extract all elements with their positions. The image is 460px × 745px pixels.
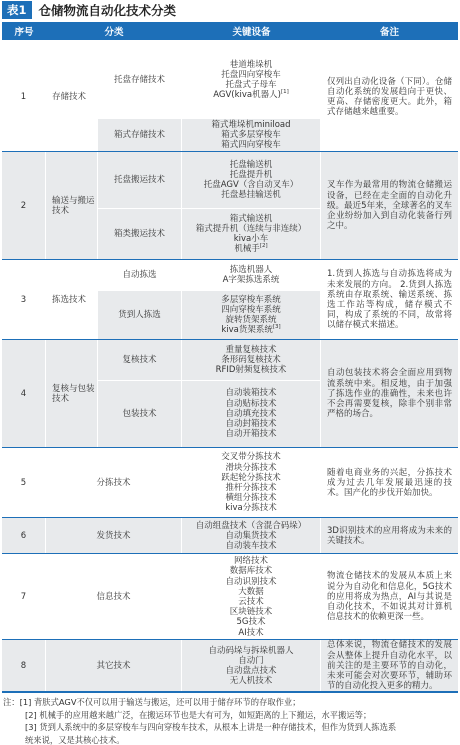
equipment-list [182,42,321,118]
header-no: 序号 [2,22,46,40]
sub-row-divider [98,290,321,291]
table-title: 仓储物流自动化技术分类 [38,3,177,18]
equipment-item: RFID射频复核技术 [215,365,287,376]
row-note: 物流仓储技术的发展从本质上来说分为自动化和信息化，5G技术的应用将成为热点，AI与其说是自动化技术，不如说其对计算机信息技术的依赖更深一些。 [321,554,458,640]
footnotes [3,696,457,745]
equipment-item: 自动盘点技术 [225,666,277,676]
equipment-list [182,152,321,208]
header-category: 分类 [46,22,182,40]
equipment-item: 滑块分拣技术 [225,462,277,473]
subcategory: 包装技术 [98,380,182,448]
row-note: 仅列出自动化设备（下同）。仓储自动化系统的发展趋向于更快、更高、存储密度更大。此外，箱式存储越来越重要。 [321,42,458,152]
footnote-line: 注：[1] 背肤式AGV不仅可以用于输送与搬运，还可以用于储存环节的存取作业； [3,697,301,707]
equipment-list [182,518,321,554]
table-title-bar [0,0,460,20]
equipment-item: 托盘四向穿梭车 [221,69,281,80]
row-note: 随着电商业务的兴起，分拣技术成为过去几年发展最迅速的技术。国产化的步伐开始加快。 [321,448,458,518]
equipment-item: 托盘悬挂输送机 [221,190,281,201]
equipment-item: 无人机技术 [229,676,273,687]
equipment-item: AI技术 [238,627,264,638]
equipment-item: 自动组盘技术（含混合码垛） [195,520,307,531]
equipment-item: 机械手[2] [234,243,268,255]
equipment-list [182,554,321,640]
equipment-item: 拣选机器人 [229,264,273,275]
equipment-item: 托盘输送机 [229,159,273,170]
equipment-item: 自动装车技术 [225,541,277,552]
equipment-item: 自动封箱技术 [225,419,277,430]
row-note: 1.货到人拣选与自动拣选将成为未来发展的方向。 2.货到人拣选系统由存取系统、输送系统、拣选工作站等构成，储存模式不同，构成了系统的不同，故常将以储存模式来描述。 [321,260,458,340]
row-category: 存储技术 [46,42,98,152]
equipment-item: kiva分拣技术 [225,503,277,514]
subcategory: 托盘搬运技术 [98,152,182,208]
row-category: 拣选技术 [46,260,98,340]
row-number: 7 [2,554,46,640]
row-category: 复核与包装技术 [46,340,98,448]
subcategory: 货到人拣选 [98,290,182,340]
row-category: 分拣技术 [46,448,182,518]
equipment-list [182,340,321,380]
classification-table [2,22,458,692]
row-divider [2,691,458,693]
equipment-item: 网络技术 [233,556,268,567]
equipment-item: 自动识别技术 [225,576,277,587]
equipment-item: 跃起轮分拣技术 [221,472,281,483]
footnote-line: [2] 机械手的应用越来越广泛，在搬运环节也是大有可为，如短距离的上下搬运，水平搬运等； [25,709,372,720]
row-category: 信息技术 [46,554,182,640]
footnote-reference: [2] [259,243,268,250]
equipment-list [182,640,321,692]
equipment-item: kiva货架系统[3] [221,324,281,336]
equipment-item: 旋转货架系统 [225,315,277,325]
equipment-item: 多层穿梭车系统 [221,294,281,305]
row-number: 4 [2,340,46,448]
header-note: 备注 [321,22,458,40]
row-number: 3 [2,260,46,340]
equipment-item: 自动装箱技术 [225,388,277,399]
equipment-list [182,208,321,260]
equipment-list [182,448,321,518]
subcategory: 箱式存储技术 [98,118,182,152]
equipment-item: 自动贴标技术 [225,398,277,409]
equipment-item: 自动集货技术 [225,530,277,541]
equipment-item: 箱式堆垛机miniload [211,119,291,130]
equipment-item: 自动门 [238,655,264,666]
sub-row-divider [98,208,321,209]
equipment-item: 推杆分拣技术 [225,483,277,493]
footnote-line: [3] 货到人系统中的多层穿梭车与四向穿梭车技术，从根本上讲是一种存储技术，但作为货到人拣选系 [25,722,397,732]
equipment-item: 交叉带分拣技术 [221,452,281,463]
sub-row-divider [98,380,321,381]
equipment-list [182,290,321,340]
equipment-item: kiva小车 [233,234,269,244]
subcategory: 自动拣选 [98,260,182,290]
equipment-item: 箱式提升机（连续与非连续） [195,223,307,234]
equipment-item: 箱式输送机 [229,213,273,224]
equipment-item: 箱式四向穿梭车 [221,140,281,151]
equipment-item: A字架拣选系统 [222,275,280,285]
table-number-badge: 表1 [2,1,32,19]
equipment-item: 区块链技术 [229,607,273,618]
row-category: 其它技术 [46,640,182,692]
equipment-item: AGV(kiva机器人)[1] [213,89,289,101]
equipment-item: 横组分拣技术 [225,493,277,504]
row-number: 6 [2,518,46,554]
equipment-item: 条形码复核技术 [221,354,281,365]
row-note: 叉车作为最常用的物流仓储搬运设备，已经在走全面的自动化升级。最近5年来，全球著名的叉车企业纷纷加入到自动化装备行列之中。 [321,152,458,260]
row-note: 总体来说，物流仓储技术的发展会从整体上提升自动化水平，以前关注的是主要环节的自动化，未来可能会对次要环节，辅助环节的自动化投入更多的精力。 [321,640,458,692]
equipment-list [182,380,321,448]
equipment-item: 托盘AGV（含自动叉车） [203,180,299,190]
sub-row-divider [98,118,321,119]
row-number: 5 [2,448,46,518]
equipment-item: 5G技术 [236,617,266,628]
row-note: 3D识别技术的应用将成为未来的关键技术。 [321,518,458,554]
equipment-item: 四向穿梭车系统 [221,304,281,315]
row-number: 1 [2,42,46,152]
row-number: 8 [2,640,46,692]
footnote-line: 统来说，又是其核心技术。 [25,734,125,745]
equipment-item: 大数据 [238,586,264,597]
row-note: 自动包装技术将会全面应用到物流系统中来。相反地，由于加强了拣选作业的准确性，未来也许不会再需要复核，除非个别非常严格的场合。 [321,340,458,448]
row-category: 输送与搬运技术 [46,152,98,260]
equipment-list [182,260,321,290]
equipment-list [182,118,321,152]
equipment-item: 箱式多层穿梭车 [221,129,281,140]
equipment-item: 重量复核技术 [225,344,277,355]
equipment-item: 云技术 [238,597,264,607]
equipment-item: 自动填充技术 [225,408,277,419]
footnote-reference: [1] [280,89,289,96]
equipment-item: 托盘提升机 [229,169,273,180]
subcategory: 托盘存储技术 [98,42,182,118]
equipment-item: 托盘式子母车 [225,80,277,90]
equipment-item: 数据库技术 [229,566,273,577]
equipment-item: 巷道堆垛机 [229,59,273,70]
header-equipment: 关键设备 [182,22,321,40]
row-category: 发货技术 [46,518,182,554]
subcategory: 箱类搬运技术 [98,208,182,260]
row-number: 2 [2,152,46,260]
equipment-item: 自动码垛与拆垛机器人 [208,645,294,656]
subcategory: 复核技术 [98,340,182,380]
equipment-item: 自动开箱技术 [225,429,277,440]
footnote-reference: [3] [272,324,281,331]
